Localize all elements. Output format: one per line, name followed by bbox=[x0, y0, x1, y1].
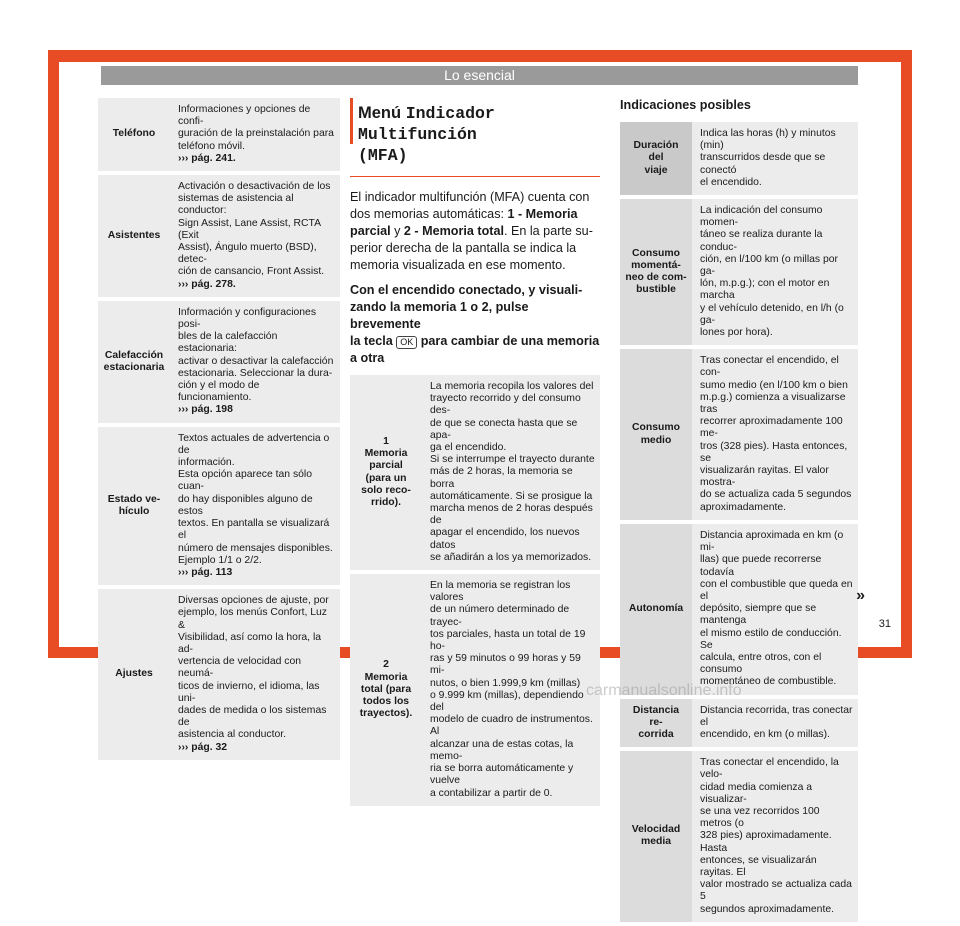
instruction-paragraph: Con el encendido conectado, y visuali- zando la memoria 1 o 2, pulse brevemente la tecla OK para cambiar de una memoria a otra bbox=[350, 283, 600, 365]
row-key: 1 Memoria parcial (para un solo reco- rrido). bbox=[350, 375, 422, 570]
page-number: 31 bbox=[878, 618, 891, 630]
table-row bbox=[620, 349, 858, 520]
row-value bbox=[692, 122, 858, 195]
page-reference-link[interactable]: ››› pág. 198 bbox=[178, 404, 233, 416]
page-reference-link[interactable]: ››› pág. 278. bbox=[178, 278, 236, 290]
table-row bbox=[620, 699, 858, 748]
right-column bbox=[620, 98, 858, 926]
table-row bbox=[620, 751, 858, 922]
row-text: Distancia recorrida, tras conectar el encendido, en km (o millas). bbox=[700, 704, 853, 740]
row-text: Informaciones y opciones de confi- guración de la preinstalación para teléfono móvil. bbox=[178, 104, 334, 152]
row-key: Ajustes bbox=[98, 589, 170, 760]
memory-table bbox=[350, 371, 600, 810]
row-value bbox=[692, 199, 858, 345]
row-value bbox=[692, 349, 858, 520]
page-reference-link[interactable]: ››› pág. 241. bbox=[178, 152, 236, 164]
row-text: Tras conectar el encendido, el con- sumo medio (en l/100 km o bien m.p.g.) comienza a visualizarse tras recorrer aproximadamente 100 me- tros (328 pies). Hasta entonces, se visualizarán rayitas. El valor mostra- do se actualiza cada 5 segundos aproximadamente. bbox=[700, 355, 852, 513]
page-reference-link[interactable]: ››› pág. 32 bbox=[178, 741, 228, 753]
row-value bbox=[170, 301, 340, 423]
row-key: 2 Memoria total (para todos los trayectos). bbox=[350, 574, 422, 806]
row-text: Diversas opciones de ajuste, por ejemplo, los menús Confort, Luz & Visibilidad, así como la hora, la ad- vertencia de velocidad con neumá- ticos de invierno, el idioma, las uni- dades de medida o los sistemas de asistencia al conductor. bbox=[178, 595, 329, 741]
row-key: Duración del viaje bbox=[620, 122, 692, 195]
title-mono: Indicador Multifunción (MFA) bbox=[358, 104, 495, 165]
row-key: Autonomía bbox=[620, 524, 692, 695]
ok-key-icon: OK bbox=[396, 336, 417, 349]
indications-table bbox=[620, 118, 858, 926]
table-row bbox=[98, 301, 340, 423]
table-row bbox=[98, 98, 340, 171]
row-value bbox=[692, 524, 858, 695]
row-key: Consumo medio bbox=[620, 349, 692, 520]
table-row bbox=[98, 175, 340, 297]
row-value bbox=[422, 375, 600, 570]
row-text: Información y configuraciones posi- bles de la calefacción estacionaria: activar o desactivar la calefacción estacionaria. Seleccionar la dura- ción y el modo de funcionamiento. bbox=[178, 306, 334, 404]
page-reference-link[interactable]: ››› pág. 113 bbox=[178, 566, 233, 578]
left-column bbox=[98, 98, 340, 764]
row-key: Velocidad media bbox=[620, 751, 692, 922]
continue-marker: » bbox=[856, 587, 865, 604]
table-row bbox=[620, 122, 858, 195]
row-text: Textos actuales de advertencia o de información. Esta opción aparece tan sólo cuan- do hay disponibles alguno de estos textos. En pantalla se visualizará el número de mensajes disponibles. Ejemplo 1/1 o 2/2. bbox=[178, 432, 333, 566]
row-key: Asistentes bbox=[98, 175, 170, 297]
row-key: Calefacción estacionaria bbox=[98, 301, 170, 423]
row-text: La indicación del consumo momen- táneo se realiza durante la conduc- ción, en l/100 km (o millas por ga- lón, m.p.g.); con el motor en marcha y el vehículo detenido, en l/h (o ga- lones por hora). bbox=[700, 205, 844, 339]
row-value bbox=[422, 574, 600, 806]
table-row bbox=[350, 375, 600, 570]
row-key: Consumo momentá- neo de com- bustible bbox=[620, 199, 692, 345]
row-text: Tras conectar el encendido, la velo- cidad media comienza a visualizar- se una vez recorridos 100 metros (o 328 pies) aproximadamente. Hasta entonces, se visualizarán rayitas. El valor mostrado se actualiza cada 5 segundos aproximadamente. bbox=[700, 757, 852, 915]
row-text: La memoria recopila los valores del trayecto recorrido y del consumo des- de que se conecta hasta que se apa- ga el encendido. Si se interrumpe el trayecto durante más de 2 horas, la memoria se borra automáticamente. Si se prosigue la marcha menos de 2 horas después de apagar el encendido, los nuevos datos se añadirán a los ya memorizados. bbox=[430, 381, 595, 563]
table-row bbox=[350, 574, 600, 806]
section-header: Lo esencial bbox=[101, 66, 858, 85]
title-word: Menú bbox=[358, 104, 402, 122]
title-accent-bar bbox=[350, 98, 353, 144]
row-text: Activación o desactivación de los sistemas de asistencia al conductor: Sign Assist, Lane Assist, RCTA (Exit Assist), Ángulo muerto (BSD), detec- ción de cansancio, Front Assist. bbox=[178, 181, 331, 278]
row-value bbox=[170, 427, 340, 585]
table-row bbox=[98, 427, 340, 585]
middle-column bbox=[350, 98, 600, 810]
table-row bbox=[620, 524, 858, 695]
indications-heading: Indicaciones posibles bbox=[620, 98, 751, 112]
row-text: En la memoria se registran los valores de un número determinado de trayec- tos parciales, hasta un total de 19 ho- ras y 59 minutos o 99 horas y 59 mi- nutos, o bien 1.999,9 km (millas) o 9.999 km (millas), dependiendo del modelo de cuadro de instrumentos. Al alcanzar una de estas cotas, la memo- ria se borra automáticamente y vuelve a contabilizar a partir de 0. bbox=[430, 580, 593, 799]
row-value bbox=[170, 175, 340, 297]
row-key: Distancia re- corrida bbox=[620, 699, 692, 748]
row-value bbox=[170, 98, 340, 171]
row-key: Estado ve- hículo bbox=[98, 427, 170, 585]
intro-paragraph: El indicador multifunción (MFA) cuenta con dos memorias automáticas: 1 - Memoria parcial y 2 - Memoria total. En la parte su- perior derecha de la pantalla se indica la memoria visualizada en ese momento. bbox=[350, 190, 593, 272]
menu-options-table bbox=[98, 94, 340, 764]
row-text: Indica las horas (h) y minutos (min) transcurridos desde que se conectó el encendido. bbox=[700, 128, 836, 188]
table-row bbox=[98, 589, 340, 760]
row-value bbox=[170, 589, 340, 760]
row-text: Distancia aproximada en km (o mi- llas) que puede recorrerse todavía con el combustible que queda en el depósito, siempre que se mantenga el mismo estilo de conducción. Se calcula, entre otros, con el consumo momentáneo de combustible. bbox=[700, 529, 853, 688]
watermark-text: carmanualsonline.info bbox=[586, 682, 742, 699]
table-row bbox=[620, 199, 858, 345]
row-value bbox=[692, 699, 858, 748]
row-key: Teléfono bbox=[98, 98, 170, 171]
section-title bbox=[350, 98, 600, 177]
row-value bbox=[692, 751, 858, 922]
